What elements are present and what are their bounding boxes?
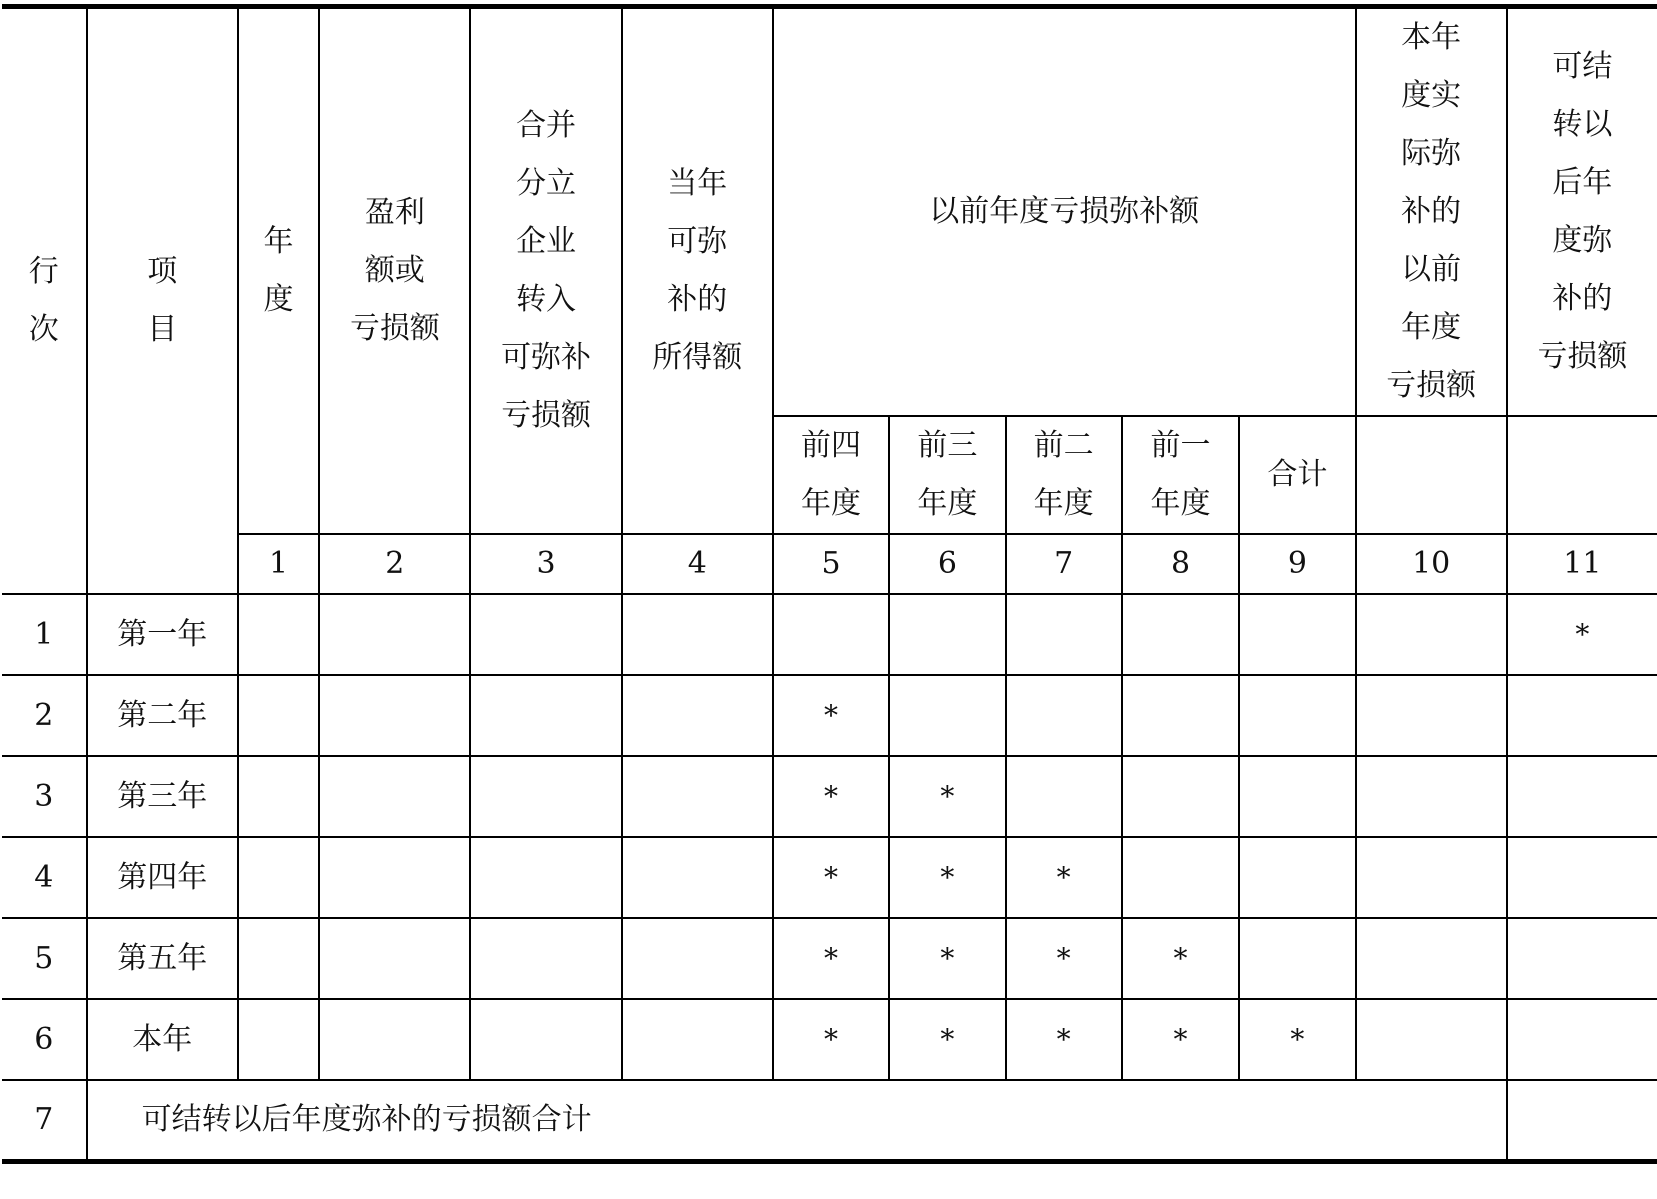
header-label-line: 年度: [1150, 486, 1211, 521]
header-label-line: 转入: [516, 282, 577, 317]
summary-row-no: 7: [2, 1080, 87, 1161]
header-label-line: 亏损额: [349, 311, 440, 346]
not-applicable-cell: *: [773, 918, 889, 999]
header-prior-total: [1239, 416, 1355, 534]
row-item: 第四年: [87, 837, 238, 918]
header-label-stack: [1537, 38, 1627, 386]
blank-cell: [1507, 837, 1657, 918]
header-label-line: 后年: [1552, 165, 1613, 200]
not-applicable-cell: *: [1239, 999, 1355, 1080]
header-row-main: [2, 7, 1657, 417]
blank-cell: [1122, 756, 1239, 837]
row-item: 第三年: [87, 756, 238, 837]
summary-label: 可结转以后年度弥补的亏损额合计: [87, 1080, 1507, 1161]
not-applicable-cell: *: [773, 675, 889, 756]
header-label-line: 补的: [1401, 194, 1462, 229]
header-prior-group: [773, 7, 1356, 417]
header-label-stack: [147, 243, 177, 359]
blank-cell: [238, 918, 319, 999]
blank-cell: [319, 918, 470, 999]
blank-cell: [1507, 999, 1657, 1080]
header-label-stack: [501, 97, 591, 445]
blank-cell: [1507, 756, 1657, 837]
not-applicable-cell: *: [773, 999, 889, 1080]
blank-cell: [889, 675, 1005, 756]
blank-cell: [1122, 837, 1239, 918]
header-label-line: 度实: [1401, 78, 1462, 113]
blank-cell: [1239, 756, 1355, 837]
blank-cell: [1122, 594, 1239, 675]
blank-cell: [470, 837, 621, 918]
header-label-line: 项: [147, 254, 178, 289]
header-label-line: 前三: [917, 428, 978, 463]
header-carry-forward: [1507, 7, 1657, 417]
not-applicable-cell: *: [1122, 999, 1239, 1080]
loss-compensation-table: [2, 4, 1657, 1164]
column-number-cell: 11: [1507, 534, 1657, 594]
summary-value: [1507, 1080, 1657, 1161]
row-number: 5: [2, 918, 87, 999]
header-label-line: 可弥: [667, 224, 728, 259]
header-label-line: 企业: [516, 224, 577, 259]
column-number-cell: 4: [622, 534, 773, 594]
header-label-line: 盈利: [364, 195, 425, 230]
not-applicable-cell: *: [889, 837, 1005, 918]
blank-cell: [470, 999, 621, 1080]
header-prior-total-label: 合计: [1267, 457, 1328, 492]
column-number-cell: 7: [1006, 534, 1122, 594]
header-merged-transfer: [470, 7, 621, 535]
header-label-line: 前一: [1150, 428, 1211, 463]
blank-cell: [1006, 756, 1122, 837]
header-label-line: 额或: [364, 253, 425, 288]
blank-cell: [1239, 918, 1355, 999]
not-applicable-cell: *: [773, 837, 889, 918]
column-number-cell: 2: [319, 534, 470, 594]
blank-cell: [1239, 837, 1355, 918]
header-label-line: 补的: [667, 282, 728, 317]
header-prior-third: [889, 416, 1005, 534]
header-label-stack: [29, 243, 59, 359]
not-applicable-cell: *: [1006, 837, 1122, 918]
header-prior-group-label: 以前年度亏损弥补额: [929, 194, 1200, 229]
blank-cell: [622, 675, 773, 756]
blank-cell: [319, 756, 470, 837]
blank-cell: [889, 594, 1005, 675]
blank-cell: [622, 918, 773, 999]
header-label-line: 所得额: [652, 340, 743, 375]
header-label-line: 亏损额: [1537, 339, 1628, 374]
header-label-stack: [652, 155, 742, 387]
blank-cell: [238, 756, 319, 837]
header-label-line: 补的: [1552, 281, 1613, 316]
table-row: [2, 837, 1657, 918]
blank-cell: [622, 594, 773, 675]
blank-cell: [1239, 594, 1355, 675]
blank-cell: [1507, 675, 1657, 756]
header-label-line: 年度: [917, 486, 978, 521]
column-number-cell: 10: [1356, 534, 1507, 594]
blank-cell: [238, 675, 319, 756]
header-label-line: 合并: [516, 108, 577, 143]
header-sub-blank-11: [1507, 416, 1657, 534]
column-number-cell: 5: [773, 534, 889, 594]
blank-cell: [470, 675, 621, 756]
blank-cell: [1356, 594, 1507, 675]
header-label-line: 本年: [1401, 20, 1462, 55]
header-label-line: 亏损额: [501, 398, 592, 433]
header-profit-loss: [319, 7, 470, 535]
blank-cell: [319, 999, 470, 1080]
table-row: [2, 999, 1657, 1080]
row-item: 第二年: [87, 675, 238, 756]
header-sub-blank-10: [1356, 416, 1507, 534]
not-applicable-cell: *: [889, 756, 1005, 837]
header-label-line: 前二: [1033, 428, 1094, 463]
header-label-stack: [801, 417, 861, 533]
row-number: 6: [2, 999, 87, 1080]
column-number-cell: 1: [238, 534, 319, 594]
header-label-stack: [1151, 417, 1211, 533]
blank-cell: [622, 756, 773, 837]
row-number: 1: [2, 594, 87, 675]
not-applicable-cell: *: [1122, 918, 1239, 999]
not-applicable-cell: *: [773, 756, 889, 837]
header-label-line: 年度: [1033, 486, 1094, 521]
header-year: [238, 7, 319, 535]
table-row: [2, 594, 1657, 675]
row-number: 4: [2, 837, 87, 918]
blank-cell: [238, 999, 319, 1080]
header-label-line: 分立: [516, 166, 577, 201]
blank-cell: [1356, 999, 1507, 1080]
not-applicable-cell: *: [1006, 918, 1122, 999]
header-label-line: 年度: [1401, 310, 1462, 345]
table-row: [2, 918, 1657, 999]
blank-cell: [1356, 675, 1507, 756]
blank-cell: [1356, 918, 1507, 999]
header-label-stack: [350, 184, 440, 358]
header-label-stack: [1386, 9, 1476, 415]
table-body: [2, 594, 1657, 1080]
blank-cell: [238, 837, 319, 918]
header-prior-second: [1006, 416, 1122, 534]
blank-cell: [1356, 837, 1507, 918]
header-label-line: 目: [147, 312, 178, 347]
table-row: [2, 675, 1657, 756]
header-label-line: 当年: [667, 166, 728, 201]
blank-cell: [622, 837, 773, 918]
row-item: 第一年: [87, 594, 238, 675]
header-label-stack: [917, 417, 977, 533]
blank-cell: [1356, 756, 1507, 837]
header-prior-fourth: [773, 416, 889, 534]
header-label-line: 行: [28, 254, 59, 289]
row-item: 第五年: [87, 918, 238, 999]
blank-cell: [1006, 675, 1122, 756]
blank-cell: [1239, 675, 1355, 756]
header-label-line: 前四: [801, 428, 862, 463]
not-applicable-cell: *: [1006, 999, 1122, 1080]
column-number-cell: 6: [889, 534, 1005, 594]
header-label-line: 次: [28, 312, 59, 347]
blank-cell: [622, 999, 773, 1080]
header-current-compensable: [622, 7, 773, 535]
blank-cell: [1006, 594, 1122, 675]
header-item: [87, 7, 238, 595]
column-number-row: [2, 534, 1657, 594]
header-label-line: 度: [263, 282, 294, 317]
row-number: 2: [2, 675, 87, 756]
blank-cell: [1507, 918, 1657, 999]
not-applicable-cell: *: [889, 999, 1005, 1080]
header-label-line: 亏损额: [1386, 368, 1477, 403]
column-number-cell: 9: [1239, 534, 1355, 594]
header-label-line: 年: [263, 224, 294, 259]
blank-cell: [238, 594, 319, 675]
blank-cell: [470, 594, 621, 675]
blank-cell: [470, 756, 621, 837]
header-prior-first: [1122, 416, 1239, 534]
column-number-cell: 8: [1122, 534, 1239, 594]
header-label-line: 年度: [801, 486, 862, 521]
blank-cell: [319, 837, 470, 918]
header-label-line: 可弥补: [501, 340, 592, 375]
header-label-line: 可结: [1552, 49, 1613, 84]
row-item: 本年: [87, 999, 238, 1080]
not-applicable-cell: *: [889, 918, 1005, 999]
table-row: [2, 756, 1657, 837]
header-actual-compensated: [1356, 7, 1507, 417]
header-label-line: 际弥: [1401, 136, 1462, 171]
header-label-line: 以前: [1401, 252, 1462, 287]
column-number-cell: 3: [470, 534, 621, 594]
blank-cell: [319, 594, 470, 675]
not-applicable-cell: *: [1507, 594, 1657, 675]
header-label-stack: [264, 213, 294, 329]
blank-cell: [773, 594, 889, 675]
blank-cell: [319, 675, 470, 756]
summary-row: [2, 1080, 1657, 1161]
row-number: 3: [2, 756, 87, 837]
header-label-line: 转以: [1552, 107, 1613, 142]
blank-cell: [470, 918, 621, 999]
blank-cell: [1122, 675, 1239, 756]
header-label-line: 度弥: [1552, 223, 1613, 258]
header-label-stack: [1034, 417, 1094, 533]
header-row-no: [2, 7, 87, 595]
